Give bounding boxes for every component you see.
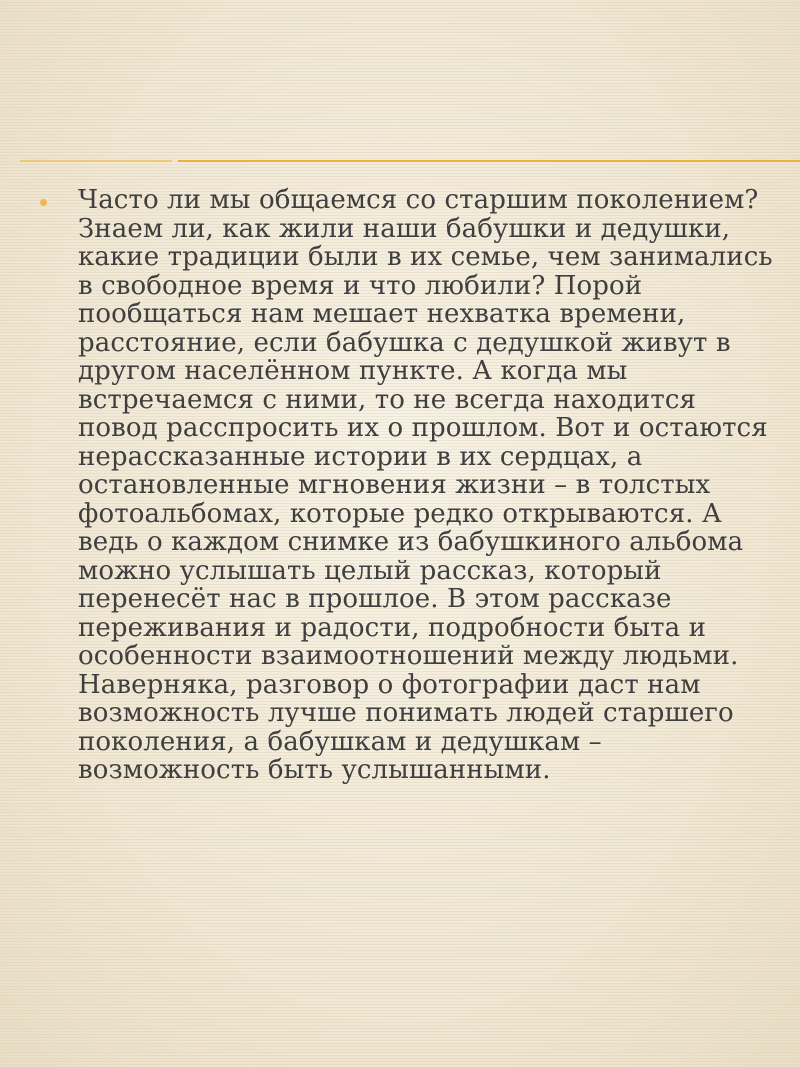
title-divider [20, 160, 800, 162]
body-paragraph: Часто ли мы общаемся со старшим поколением? Знаем ли, как жили наши бабушки и дедушки, какие традиции были в их семье, чем занимались в свободное время и что любили? Порой пообщаться нам мешает нехватка времени, расстояние, если бабушка с дедушкой живут в другом населённом пункте. А когда мы встречаемся с ними, то не всегда находится повод расспросить их о прошлом. Вот и остаются нерассказанные истории в их сердцах, а остановленные мгновения жизни – в толстых фотоальбомах, которые редко открываются. А ведь о каждом снимке из бабушкиного альбома можно услышать целый рассказ, который перенесёт нас в прошлое. В этом рассказе переживания и радости, подробности быта и особенности взаимоотношений между людьми. Наверняка, разговор о фотографии даст нам возможность лучше понимать людей старшего поколения, а бабушкам и дедушкам – возможность быть услышанными. [78, 185, 773, 785]
content-area [40, 186, 785, 785]
divider-left-segment [20, 160, 172, 162]
divider-right-segment [178, 160, 800, 162]
bullet-icon [40, 199, 47, 206]
